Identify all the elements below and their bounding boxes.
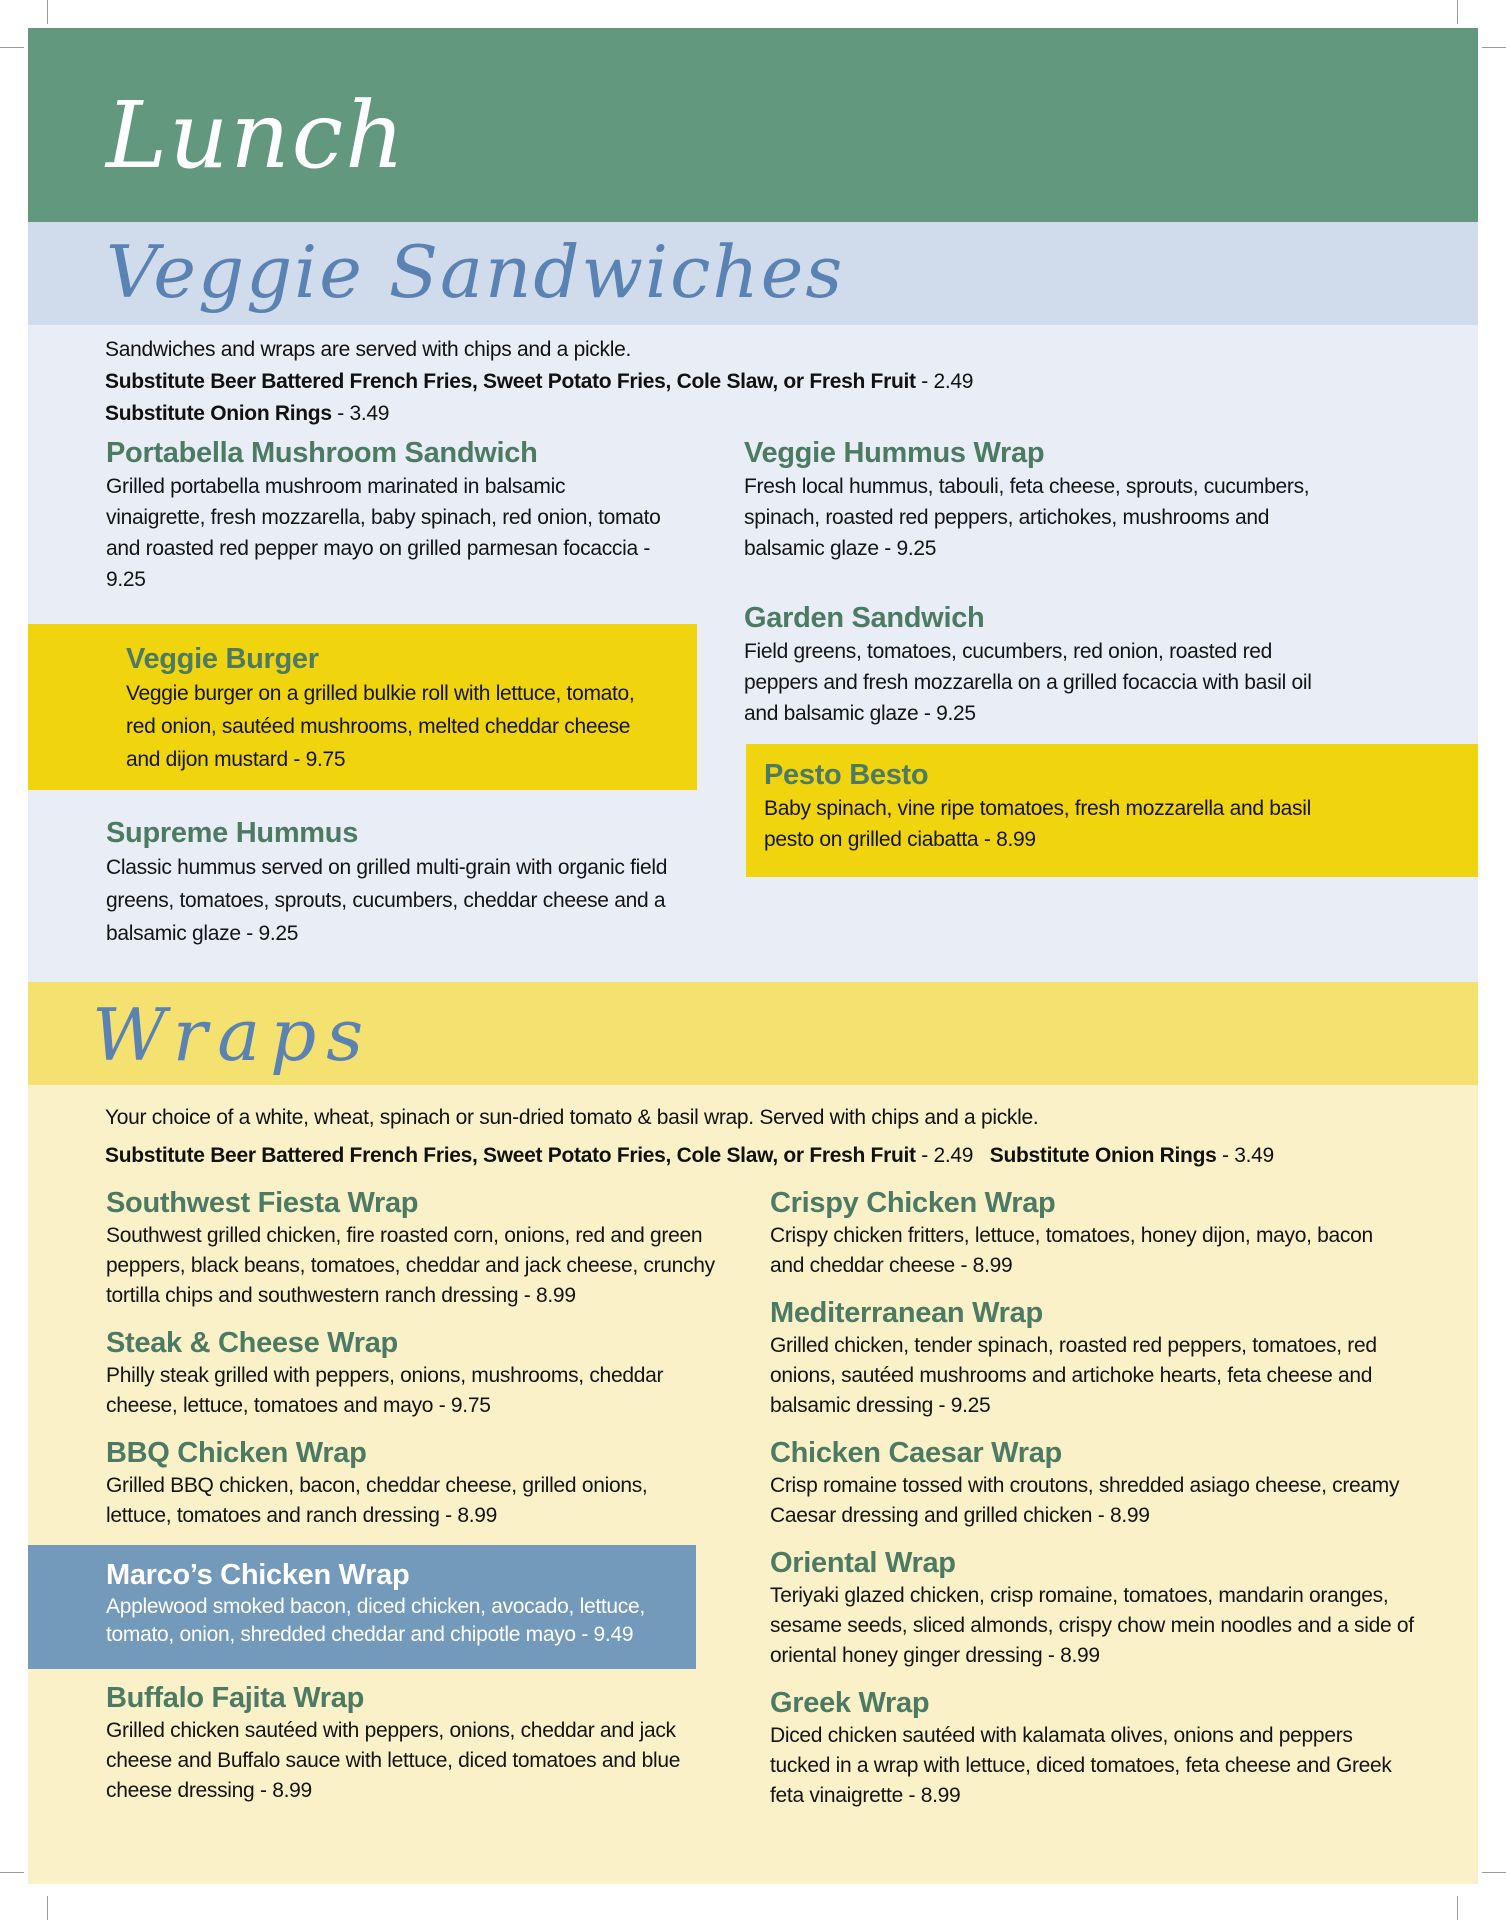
item-description: Veggie burger on a grilled bulkie roll with lettuce, tomato, red onion, sautéed mushrooms, melted cheddar cheese and dijon mustard - 9.75 [126, 682, 635, 771]
substitute-bold: Substitute Beer Battered French Fries, Sweet Potato Fries, Cole Slaw, or Fresh Fruit [105, 370, 916, 393]
crop-mark [47, 1896, 48, 1920]
item-name: Marco’s Chicken Wrap [106, 1559, 410, 1591]
intro-line: Your choice of a white, wheat, spinach or sun-dried tomato & basil wrap. Served with chips and a pickle. [105, 1106, 1039, 1129]
wraps-heading: Wraps [92, 993, 374, 1077]
item-description: Teriyaki glazed chicken, crisp romaine, tomatoes, mandarin oranges, sesame seeds, sliced almonds, crispy chow mein noodles and a side of oriental honey ginger dressing - 8.99 [770, 1584, 1414, 1667]
item-description: Diced chicken sautéed with kalamata olives, onions and peppers tucked in a wrap with lettuce, diced tomatoes, feta cheese and Greek feta vinaigrette - 8.99 [770, 1724, 1392, 1807]
menu-item [770, 1545, 1420, 1671]
item-description: Grilled chicken, tender spinach, roasted red peppers, tomatoes, red onions, sautéed mushrooms and artichoke hearts, feta cheese and balsamic dressing - 9.25 [770, 1334, 1377, 1417]
substitute-line [105, 366, 1445, 398]
menu-item [770, 1435, 1400, 1531]
menu-item [126, 641, 666, 776]
wraps-intro [105, 1099, 1445, 1175]
item-name: Garden Sandwich [744, 602, 985, 634]
substitute-bold: Substitute Beer Battered French Fries, Sweet Potato Fries, Cole Slaw, or Fresh Fruit [105, 1144, 916, 1167]
intro-line: Sandwiches and wraps are served with chips and a pickle. [105, 338, 631, 361]
item-name: Veggie Burger [126, 643, 319, 675]
item-description: Grilled portabella mushroom marinated in balsamic vinaigrette, fresh mozzarella, baby spinach, red onion, tomato and roasted red pepper mayo on grilled parmesan focaccia - 9.25 [106, 475, 661, 591]
menu-item [106, 435, 666, 595]
item-name: Portabella Mushroom Sandwich [106, 437, 538, 469]
item-description: Applewood smoked bacon, diced chicken, avocado, lettuce, tomato, onion, shredded cheddar and chipotle mayo - 9.49 [106, 1595, 645, 1646]
item-name: BBQ Chicken Wrap [106, 1437, 367, 1469]
veggie-intro [105, 334, 1445, 430]
crop-mark [47, 0, 48, 24]
item-name: Crispy Chicken Wrap [770, 1187, 1056, 1219]
item-description: Grilled chicken sautéed with peppers, onions, cheddar and jack cheese and Buffalo sauce with lettuce, diced tomatoes and blue cheese dressing - 8.99 [106, 1719, 681, 1802]
item-description: Baby spinach, vine ripe tomatoes, fresh mozzarella and basil pesto on grilled ciabatta - 8.99 [764, 797, 1311, 851]
menu-item [770, 1685, 1410, 1811]
page-title: Lunch [106, 82, 407, 189]
substitute-price: - 3.49 [331, 402, 390, 425]
crop-mark [1482, 47, 1506, 48]
menu-item [106, 1557, 696, 1649]
item-name: Oriental Wrap [770, 1547, 956, 1579]
item-name: Supreme Hummus [106, 817, 359, 849]
item-name: Chicken Caesar Wrap [770, 1437, 1062, 1469]
veggie-heading: Veggie Sandwiches [106, 230, 845, 314]
substitute-price: - 2.49 [915, 370, 974, 393]
menu-item [764, 757, 1364, 855]
item-name: Greek Wrap [770, 1687, 930, 1719]
substitute-line [105, 398, 1445, 430]
item-description: Grilled BBQ chicken, bacon, cheddar cheese, grilled onions, lettuce, tomatoes and ranch dressing - 8.99 [106, 1474, 648, 1527]
substitute-price: - 2.49 [915, 1144, 974, 1167]
item-name: Pesto Besto [764, 759, 929, 791]
menu-item [744, 600, 1344, 729]
item-description: Crispy chicken fritters, lettuce, tomatoes, honey dijon, mayo, bacon and cheddar cheese - 8.99 [770, 1224, 1373, 1277]
item-name: Mediterranean Wrap [770, 1297, 1043, 1329]
item-name: Buffalo Fajita Wrap [106, 1682, 365, 1714]
menu-item [770, 1295, 1430, 1421]
item-description: Southwest grilled chicken, fire roasted corn, onions, red and green peppers, black beans, tomatoes, cheddar and jack cheese, crunchy tortilla chips and southwestern ranch dressing - 8.99 [106, 1224, 715, 1307]
crop-mark [1457, 1896, 1458, 1920]
item-description: Philly steak grilled with peppers, onions, mushrooms, cheddar cheese, lettuce, tomatoes and mayo - 9.75 [106, 1364, 664, 1417]
item-description: Fresh local hummus, tabouli, feta cheese, sprouts, cucumbers, spinach, roasted red peppers, artichokes, mushrooms and balsamic glaze - 9.25 [744, 475, 1310, 560]
substitute-bold: Substitute Onion Rings [105, 402, 332, 425]
menu-item [106, 1680, 736, 1806]
item-name: Veggie Hummus Wrap [744, 437, 1045, 469]
item-name: Southwest Fiesta Wrap [106, 1187, 419, 1219]
menu-item [770, 1185, 1380, 1281]
substitute-price: - 3.49 [1216, 1144, 1274, 1167]
menu-item [106, 815, 696, 950]
item-description: Classic hummus served on grilled multi-grain with organic field greens, tomatoes, sprouts, cucumbers, cheddar cheese and a balsamic glaze - 9.25 [106, 856, 668, 945]
menu-item [106, 1185, 756, 1311]
item-name: Steak & Cheese Wrap [106, 1327, 398, 1359]
menu-item [106, 1435, 706, 1531]
item-description: Field greens, tomatoes, cucumbers, red onion, roasted red peppers and fresh mozzarella on a grilled focaccia with basil oil and balsamic glaze - 9.25 [744, 640, 1312, 725]
crop-mark [0, 1872, 24, 1873]
item-description: Crisp romaine tossed with croutons, shredded asiago cheese, creamy Caesar dressing and grilled chicken - 8.99 [770, 1474, 1400, 1527]
substitute-line [105, 1137, 1445, 1175]
crop-mark [0, 47, 24, 48]
menu-item [744, 435, 1354, 564]
crop-mark [1457, 0, 1458, 24]
menu-item [106, 1325, 726, 1421]
substitute-bold: Substitute Onion Rings [989, 1144, 1217, 1167]
crop-mark [1482, 1872, 1506, 1873]
